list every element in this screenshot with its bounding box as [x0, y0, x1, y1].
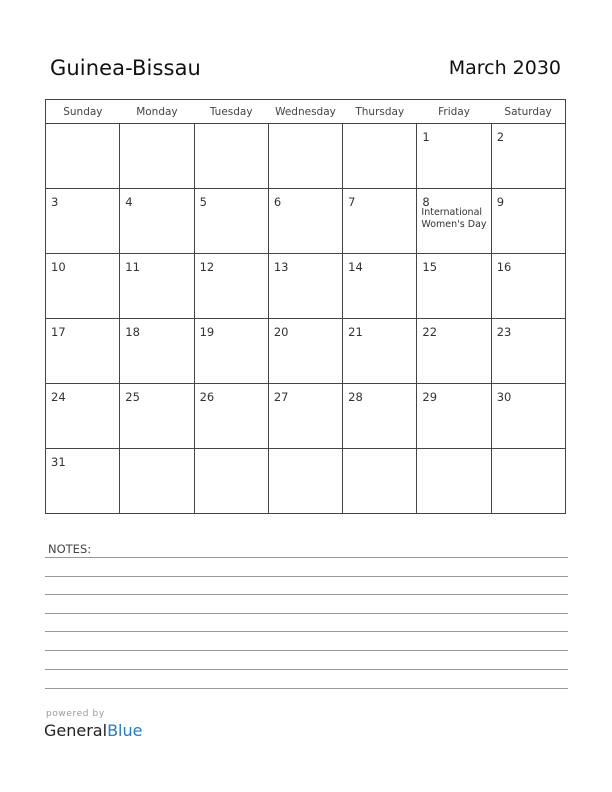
- calendar-day-cell: [268, 384, 342, 449]
- day-number: 12: [199, 260, 215, 274]
- calendar-day-cell: [194, 189, 268, 254]
- day-number: 1: [422, 130, 430, 144]
- calendar-day-cell: [491, 449, 565, 514]
- weekday-header: Tuesday: [194, 100, 268, 124]
- day-number: 10: [51, 260, 66, 274]
- day-number: 21: [348, 325, 363, 339]
- calendar-day-cell: [417, 449, 491, 514]
- calendar-day-cell: [417, 254, 491, 319]
- calendar-day-cell: [194, 449, 268, 514]
- calendar-day-cell: [491, 124, 565, 189]
- calendar-day-cell: [417, 319, 491, 384]
- calendar-day-cell: [194, 124, 268, 189]
- day-number: 9: [496, 195, 505, 209]
- generalblue-logo[interactable]: [44, 721, 142, 740]
- day-number: 18: [125, 325, 140, 339]
- day-number: 14: [348, 260, 363, 274]
- day-number: 8: [422, 195, 430, 209]
- day-number: 22: [422, 325, 438, 339]
- day-number: 11: [125, 260, 140, 274]
- country-title: Guinea-Bissau: [50, 56, 201, 80]
- day-number: 4: [125, 195, 133, 209]
- calendar-week-row: [46, 189, 566, 254]
- calendar-day-cell: [343, 449, 417, 514]
- calendar-day-cell: [194, 319, 268, 384]
- calendar-day-cell: [491, 384, 565, 449]
- calendar-day-cell: [343, 254, 417, 319]
- calendar-day-cell: [268, 254, 342, 319]
- notes-line: [45, 650, 568, 651]
- calendar-day-cell: [268, 124, 342, 189]
- calendar-day-cell: [343, 124, 417, 189]
- calendar-day-cell: [46, 384, 120, 449]
- calendar-day-cell: [120, 189, 194, 254]
- weekday-header-row: [46, 100, 566, 124]
- day-number: 27: [273, 390, 289, 404]
- calendar-day-cell: [120, 449, 194, 514]
- day-number: 17: [51, 325, 66, 339]
- calendar-day-cell: [343, 319, 417, 384]
- calendar-day-cell: [268, 319, 342, 384]
- calendar-day-cell: [194, 254, 268, 319]
- calendar-day-cell: [268, 449, 342, 514]
- weekday-header: Saturday: [491, 100, 565, 124]
- day-number: 15: [422, 260, 438, 274]
- day-number: 29: [422, 390, 438, 404]
- calendar-day-cell: [417, 124, 491, 189]
- calendar-week-row: [46, 124, 566, 189]
- calendar-week-row: [46, 449, 566, 514]
- day-number: 5: [199, 195, 207, 209]
- day-number: 26: [199, 390, 215, 404]
- calendar-grid: [45, 99, 566, 514]
- calendar-day-cell: [417, 189, 491, 254]
- weekday-header: Sunday: [46, 100, 120, 124]
- weekday-header: Monday: [120, 100, 194, 124]
- calendar-day-cell: [268, 189, 342, 254]
- calendar-week-row: [46, 384, 566, 449]
- notes-line: [45, 613, 568, 614]
- weekday-header: Thursday: [343, 100, 417, 124]
- day-number: 28: [348, 390, 363, 404]
- brand-general-text: General: [44, 721, 108, 740]
- day-number: 31: [51, 455, 66, 469]
- calendar-day-cell: [343, 189, 417, 254]
- notes-line: [45, 688, 568, 689]
- calendar-day-cell: [46, 189, 120, 254]
- calendar-day-cell: [343, 384, 417, 449]
- day-number: 23: [496, 325, 512, 339]
- powered-by-text: powered by: [46, 709, 105, 719]
- calendar-day-cell: [491, 319, 565, 384]
- notes-line: [45, 594, 568, 595]
- calendar-day-cell: [46, 319, 120, 384]
- brand-blue-text: Blue: [107, 721, 143, 740]
- weekday-header: Friday: [417, 100, 491, 124]
- day-number: 7: [348, 195, 356, 209]
- calendar-week-row: [46, 319, 566, 384]
- calendar-day-cell: [120, 254, 194, 319]
- calendar-day-cell: [120, 384, 194, 449]
- calendar-day-cell: [120, 319, 194, 384]
- notes-line: [45, 669, 568, 670]
- calendar-day-cell: [46, 254, 120, 319]
- day-number: 25: [125, 390, 140, 404]
- day-number: 20: [273, 325, 289, 339]
- calendar-day-cell: [194, 384, 268, 449]
- day-number: 19: [199, 325, 215, 339]
- day-number: 2: [496, 130, 505, 144]
- notes-line: [45, 631, 568, 632]
- day-number: 24: [51, 390, 66, 404]
- calendar-day-cell: [491, 254, 565, 319]
- notes-line: [45, 557, 568, 558]
- day-number: 13: [273, 260, 289, 274]
- calendar-day-cell: [417, 384, 491, 449]
- day-number: 30: [496, 390, 512, 404]
- day-number: 3: [51, 195, 59, 209]
- calendar-day-cell: [46, 449, 120, 514]
- calendar-day-cell: [46, 124, 120, 189]
- calendar-week-row: [46, 254, 566, 319]
- weekday-header: Wednesday: [268, 100, 342, 124]
- calendar-day-cell: [120, 124, 194, 189]
- notes-line: [45, 576, 568, 577]
- holiday-label: International Women's Day: [421, 207, 487, 230]
- month-year-title: March 2030: [448, 57, 561, 79]
- calendar-day-cell: [491, 189, 565, 254]
- notes-label: NOTES:: [48, 542, 92, 556]
- day-number: 6: [273, 195, 282, 209]
- day-number: 16: [496, 260, 512, 274]
